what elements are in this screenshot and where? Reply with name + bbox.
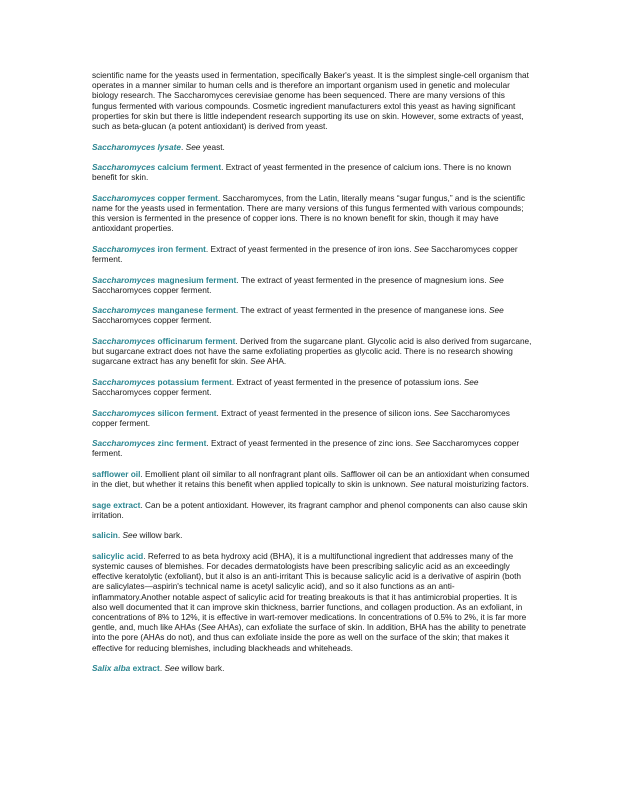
entry-term: Saccharomyces bbox=[92, 407, 156, 418]
glossary-entry-safflower-oil: safflower oil. Emollient plant oil similar to all nonfragrant plant oils. Safflower oil can be an antioxidant when consumed in the diet, but whether it retains this benefit when applied topically to skin is unknown. See natural moisturizing factors. bbox=[92, 468, 530, 490]
glossary-entry-yeast-continued: scientific name for the yeasts used in fermentation, specifically Baker's yeast. It is the simplest single-cell organism that operates in a manner similar to human cells and is therefore an important organism used in genetic and molecular biology research. The Saccharomyces cerevisiae genome has been sequenced. There are many versions of this fungus fermented with various compounds. Cosmetic ingredient manufacturers extol this yeast as having significant properties for skin but there is little independent research supporting its use on skin. However, some extracts of yeast, such as beta-glucan (a potent antioxidant) is derived from yeast. bbox=[92, 70, 529, 132]
glossary-entry-salix-alba-extract: Salix alba extract. See willow bark. bbox=[92, 663, 225, 674]
entry-term: salicin bbox=[92, 530, 118, 541]
entry-term: Saccharomyces bbox=[92, 335, 156, 346]
glossary-entry-silicon-ferment: Saccharomyces silicon ferment. Extract of yeast fermented in the presence of silicon ions. See Saccharomyces copper ferment. bbox=[92, 407, 510, 428]
glossary-entry-salicin: salicin. See willow bark. bbox=[92, 530, 183, 541]
entry-term: sage extract bbox=[92, 499, 141, 510]
glossary-entry-salicylic-acid: salicylic acid. Referred to as beta hydroxy acid (BHA), it is a multifunctional ingredient that addresses many of the systemic causes of blemishes. For decades dermatologists have been prescribing salicylic acid as an exceedingly effective keratolytic (exfoliant), but it also is an anti-irritant This is because salicylic acid is a derivative of aspirin (both are salicylates—aspirin's technical name is acetyl salicylic acid), and so it also functions as an anti-inflammatory.Another notable aspect of salicylic acid for treating breakouts is that it has antimicrobial properties. It is also well documented that it can improve skin thickness, barrier functions, and collagen production. As an exfoliant, in concentrations of 8% to 12%, it is effective in wart-remover medications. In concentrations of 0.5% to 2%, it is far more gentle, and, much like AHAs (See AHAs), can exfoliate the surface of skin. In addition, BHA has the ability to penetrate into the pore (AHAs do not), and thus can exfoliate inside the pore as well on the surface of the skin; that makes it effective for reducing blemishes, including blackheads and whiteheads. bbox=[92, 550, 527, 653]
document-page bbox=[92, 70, 532, 684]
entry-term: safflower oil bbox=[92, 468, 141, 479]
entry-term: Saccharomyces bbox=[92, 305, 156, 316]
entry-term: Saccharomyces bbox=[92, 243, 156, 254]
glossary-entry-magnesium-ferment: Saccharomyces magnesium ferment. The extract of yeast fermented in the presence of magnesium ions. See Saccharomyces copper ferment. bbox=[92, 274, 504, 295]
glossary-entry-potassium-ferment: Saccharomyces potassium ferment. Extract of yeast fermented in the presence of potassium ions. See Saccharomyces copper ferment. bbox=[92, 376, 479, 398]
glossary-entry-officinarum-ferment: Saccharomyces officinarum ferment. Derived from the sugarcane plant. Glycolic acid is also derived from sugarcane, but sugarcane extract does not have the same exfoliating properties as glycolic acid. There is no research showing sugarcane extract has any benefit for skin. See AHA. bbox=[92, 335, 532, 367]
entry-term: Saccharomyces bbox=[92, 192, 156, 203]
glossary-entry-zinc-ferment: Saccharomyces zinc ferment. Extract of yeast fermented in the presence of zinc ions. See Saccharomyces copper ferment. bbox=[92, 438, 520, 459]
entry-term: Saccharomyces lysate bbox=[92, 141, 182, 152]
glossary-entry-sage-extract: sage extract. Can be a potent antioxidant. However, its fragrant camphor and phenol components can also cause skin irritation. bbox=[92, 499, 528, 520]
glossary-entry-calcium-ferment: Saccharomyces calcium ferment. Extract of yeast fermented in the presence of calcium ions. There is no known benefit for skin. bbox=[92, 162, 512, 183]
glossary-entry-saccharomyces-lysate: Saccharomyces lysate. See yeast. bbox=[92, 141, 225, 152]
glossary-entry-manganese-ferment: Saccharomyces manganese ferment. The extract of yeast fermented in the presence of manganese ions. See Saccharomyces copper ferment. bbox=[92, 305, 504, 326]
entry-term: Saccharomyces bbox=[92, 376, 156, 387]
entry-term: Salix alba bbox=[92, 663, 131, 674]
entry-term: Saccharomyces bbox=[92, 438, 156, 449]
glossary-entry-copper-ferment: Saccharomyces copper ferment. Saccharomyces, from the Latin, literally means “sugar fungus,” and is the scientific name for the yeasts used in fermentation. There are many versions of this fungus fermented with various compounds; this version is fermented in the presence of copper ions. There is no known benefit for skin, though it may have antioxidant properties. bbox=[92, 192, 526, 234]
glossary-entry-iron-ferment: Saccharomyces iron ferment. Extract of yeast fermented in the presence of iron ions. See Saccharomyces copper ferment. bbox=[92, 243, 518, 265]
entry-term: salicylic acid bbox=[92, 550, 144, 561]
entry-term: Saccharomyces bbox=[92, 162, 156, 173]
entry-term: Saccharomyces bbox=[92, 274, 156, 285]
